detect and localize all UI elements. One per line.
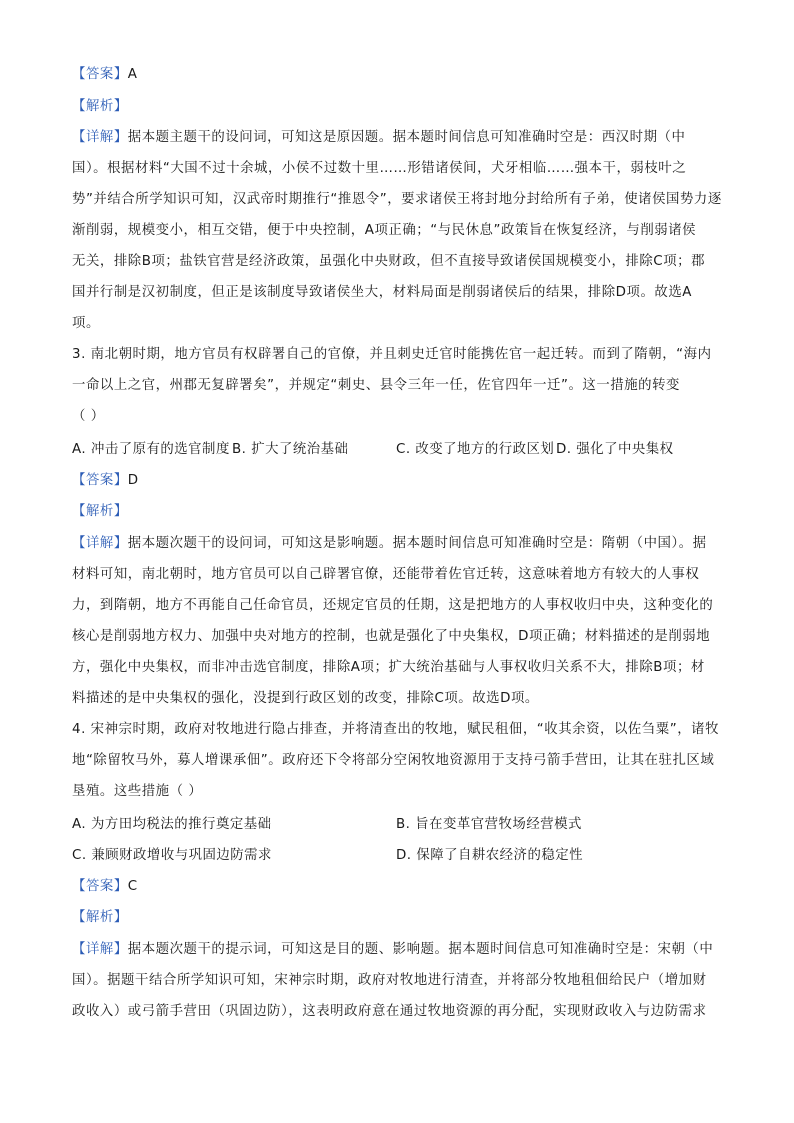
analysis-tag: 【解析】: [72, 504, 128, 519]
detail-line: 【详解】据本题主题干的设问词，可知这是原因题。据本题时间信息可知准确时空是：西汉时期（中: [72, 130, 686, 145]
option-a: A. 冲击了原有的选官制度: [72, 442, 230, 457]
question-stem: 4. 宋神宗时期，政府对牧地进行隐占排查，并将清查出的牧地，赋民租佃，“收其余资，以佐刍粟”，诸牧: [72, 722, 720, 737]
detail-line: 渐削弱，规模变小，相互交错，便于中央控制，A项正确；“与民休息”政策旨在恢复经济，与削弱诸侯: [72, 223, 697, 238]
question-stem: 3. 南北朝时期，地方官员有权辟署自己的官僚，并且刺史迁官时能携佐官一起迁转。而到了隋朝，“海内: [72, 347, 712, 362]
answer-line: [72, 878, 138, 896]
question-stem: （ ）: [72, 409, 105, 424]
option-a: A. 为方田均税法的推行奠定基础: [72, 817, 272, 832]
detail-tag: 【详解】: [72, 536, 128, 551]
detail-line: 方，强化中央集权，而非冲击选官制度，排除A项；扩大统治基础与人事权收归关系不大，排除B项；材: [72, 660, 705, 675]
question-stem: 地“除留牧马外，募人增课承佃”。政府还下令将部分空闲牧地资源用于支持弓箭手营田，让其在驻扎区域: [72, 753, 715, 768]
option-c: C. 改变了地方的行政区划: [396, 442, 555, 457]
question-stem: 一命以上之官，州郡无复辟署矣”，并规定“刺史、县令三年一任，佐官四年一迁”。这一措施的转变: [72, 378, 680, 393]
detail-tag: 【详解】: [72, 942, 128, 957]
answer-tag: 【答案】: [72, 67, 128, 82]
detail-line: 政收入）或弓箭手营田（巩固边防），这表明政府意在通过牧地资源的再分配，实现财政收入与边防需求: [72, 1004, 707, 1019]
detail-line: 核心是削弱地方权力、加强中央对地方的控制，也就是强化了中央集权，D项正确；材料描述的是削弱地: [72, 629, 711, 644]
option-c: C. 兼顾财政增收与巩固边防需求: [72, 848, 272, 863]
detail-line: 料描述的是中央集权的强化，没提到行政区划的改变，排除C项。故选D项。: [72, 691, 539, 706]
detail-line: 国并行制是汉初制度，但正是该制度导致诸侯坐大，材料局面是削弱诸侯后的结果，排除D项。故选A: [72, 285, 693, 300]
answer-value: C: [127, 879, 138, 894]
detail-line: 国）。据题干结合所学知识可知，宋神宗时期，政府对牧地进行清查，并将部分牧地租佃给民户（增加财: [72, 973, 707, 988]
answer-line: [72, 472, 139, 490]
question-stem: 垦殖。这些措施（ ）: [72, 784, 203, 799]
option-d: D. 强化了中央集权: [556, 442, 674, 457]
option-b: B. 扩大了统治基础: [232, 442, 349, 457]
detail-line: 项。: [72, 316, 100, 331]
answer-tag: 【答案】: [72, 879, 128, 894]
detail-line: 国）。根据材料“大国不过十余城，小侯不过数十里……形错诸侯间，犬牙相临……强本干，弱枝叶之: [72, 161, 687, 176]
detail-line: 【详解】据本题次题干的提示词，可知这是目的题、影响题。据本题时间信息可知准确时空是：宋朝（中: [72, 942, 714, 957]
option-b: B. 旨在变革官营牧场经营模式: [396, 817, 582, 832]
answer-tag: 【答案】: [72, 473, 128, 488]
analysis-tag: 【解析】: [72, 99, 128, 114]
option-d: D. 保障了自耕农经济的稳定性: [396, 848, 584, 863]
detail-line: 无关，排除B项；盐铁官营是经济政策，虽强化中央财政，但不直接导致诸侯国规模变小，排除C项；郡: [72, 254, 706, 269]
detail-line: 势”并结合所学知识可知，汉武帝时期推行“推恩令”，要求诸侯王将封地分封给所有子弟，使诸侯国势力逐: [72, 192, 722, 207]
detail-line: 材料可知，南北朝时，地方官员可以自己辟署官僚，还能带着佐官迁转，这意味着地方有较大的人事权: [72, 567, 700, 582]
answer-value: A: [127, 67, 138, 82]
detail-tag: 【详解】: [72, 130, 128, 145]
detail-line: 力，到隋朝，地方不再能自己任命官员，还规定官员的任期，这是把地方的人事权收归中央，这种变化的: [72, 598, 714, 613]
detail-line: 【详解】据本题次题干的设问词，可知这是影响题。据本题时间信息可知准确时空是：隋朝（中国）。据: [72, 536, 707, 551]
answer-line: [72, 66, 137, 84]
answer-value: D: [127, 473, 139, 488]
analysis-tag: 【解析】: [72, 910, 128, 925]
